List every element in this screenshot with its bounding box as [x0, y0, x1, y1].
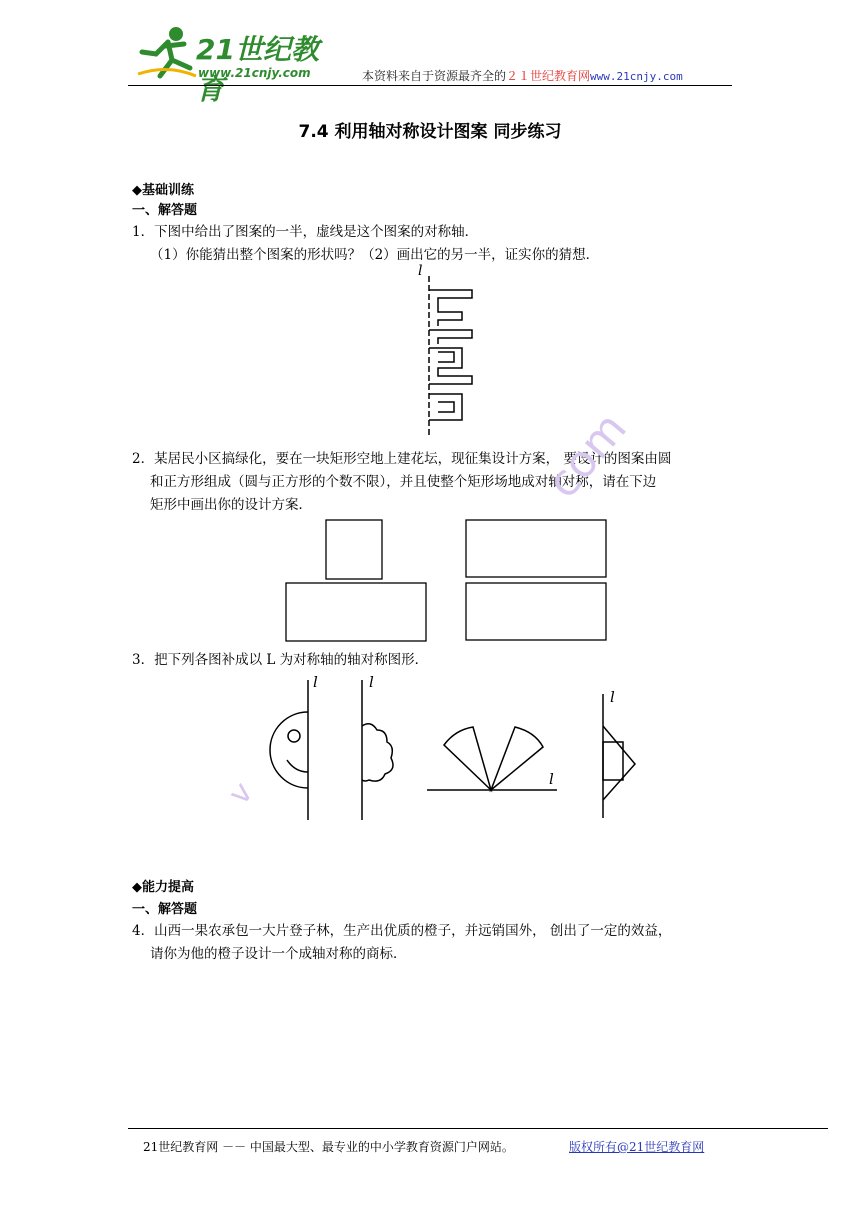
q4-line1: 4．山西一果农承包一大片登子林，生产出优质的橙子，并远销国外， 创出了一定的效益，: [132, 923, 672, 939]
q3-label-1: l: [313, 673, 318, 691]
q2-square: [326, 520, 382, 579]
site-logo: [138, 24, 338, 106]
q2-rect-bottom-right: [466, 583, 606, 640]
q1-line1: 1．下图中给出了图案的一半，虚线是这个图案的对称轴．: [132, 224, 479, 240]
header-source: [362, 67, 683, 84]
q1-figure: [410, 268, 490, 438]
half-cloud-figure: [362, 680, 393, 820]
q3-label-3: l: [549, 770, 554, 788]
section-heading: ◆基础训练: [132, 183, 194, 198]
logo-title: 21世纪教育: [196, 33, 319, 106]
footer-rule: [128, 1128, 828, 1129]
q4-line2: 请你为他的橙子设计一个成轴对称的商标．: [150, 946, 407, 962]
header-rule: [128, 85, 732, 86]
q2-rect-top-right: [466, 520, 606, 577]
logo-url: www.21cnjy.com: [198, 66, 311, 80]
q2-line2: 和正方形组成（圆与正方形的个数不限），并且使整个矩形场地成对轴对称，请在下边: [150, 474, 657, 490]
runner-icon: [138, 24, 198, 79]
square-triangle-figure: [603, 694, 635, 818]
q3-line1: 3．把下列各图补成以 L 为对称轴的轴对称图形．: [132, 652, 429, 668]
footer-text: 21世纪教育网 －－ 中国最大型、最专业的中小学教育资源门户网站。: [143, 1140, 514, 1154]
header-prefix: 本资料来自于资源最齐全的: [362, 69, 507, 83]
watermark-com: com: [537, 403, 637, 508]
half-face-figure: [270, 680, 308, 820]
section2-subheading: 一、解答题: [132, 902, 198, 917]
header-url[interactable]: www.21cnjy.com: [590, 70, 683, 83]
fans-figure: [427, 727, 557, 790]
q1-line2: （1）你能猜出整个图案的形状吗？（2）画出它的另一半，证实你的猜想．: [150, 247, 600, 263]
q3-label-4: l: [610, 688, 615, 706]
section-subheading: 一、解答题: [132, 203, 198, 218]
q2-rectangles: [285, 518, 625, 648]
header-brand[interactable]: ２１世纪教育网: [506, 69, 591, 83]
q2-line3: 矩形中画出你的设计方案．: [150, 497, 312, 513]
q1-axis-label: l: [418, 263, 423, 279]
q3-figures: [265, 672, 645, 822]
watermark-v: v: [221, 775, 260, 812]
page-title: 7.4 利用轴对称设计图案 同步练习: [298, 122, 562, 142]
section2-heading: ◆能力提高: [132, 880, 194, 895]
q2-line1: 2．某居民小区搞绿化，要在一块矩形空地上建花坛，现征集设计方案， 要设计的图案由圆: [132, 451, 672, 467]
q3-label-2: l: [369, 673, 374, 691]
q2-rect-bottom-left: [286, 583, 426, 641]
footer-copyright-link[interactable]: 版权所有@21世纪教育网: [569, 1140, 705, 1154]
